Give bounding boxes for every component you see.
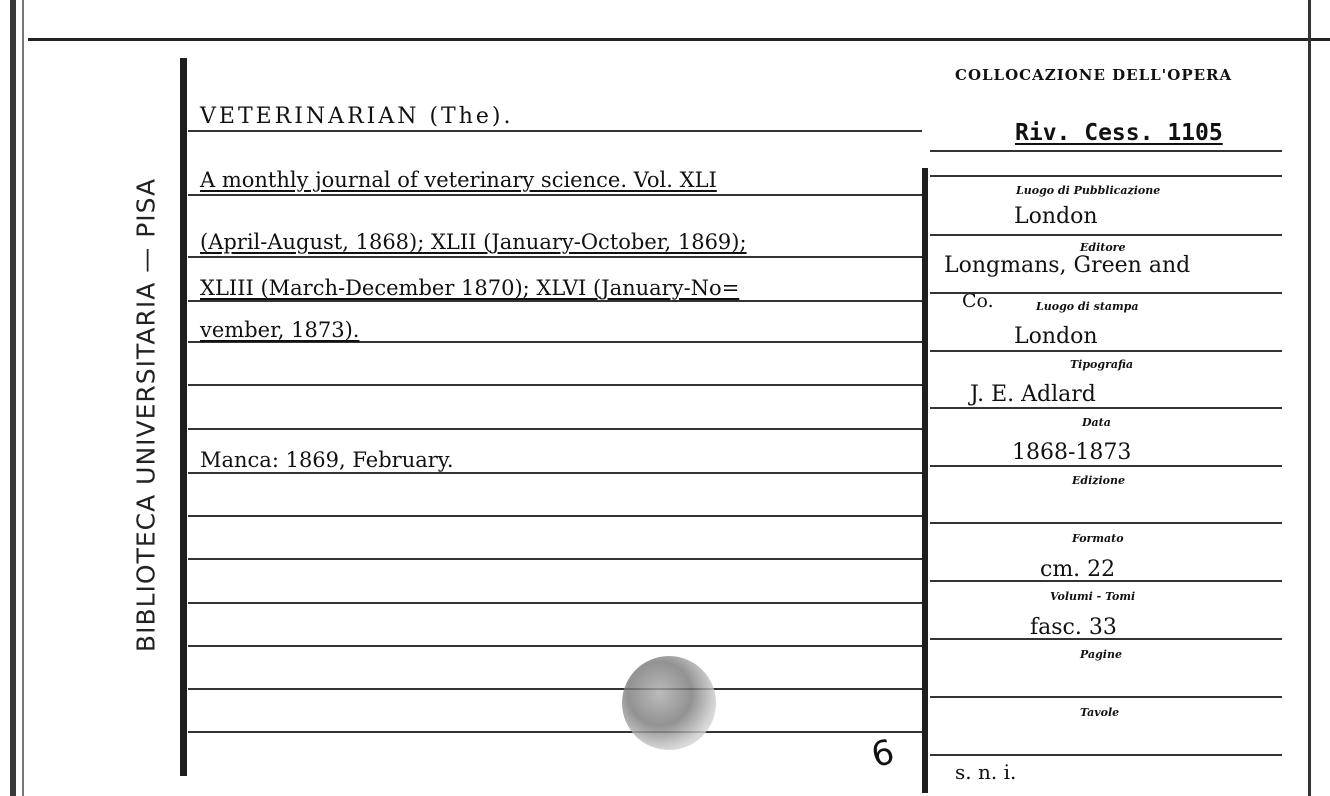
right-column-bar [922, 168, 928, 793]
tipografia-label: Tipografia [1070, 358, 1134, 371]
rule-line [188, 384, 922, 386]
rule-line [930, 465, 1282, 467]
entry-line-1: A monthly journal of veterinary science. Vol. XLI [200, 168, 717, 192]
rule-line [930, 754, 1282, 756]
rule-line [188, 130, 922, 132]
rule-line [930, 407, 1282, 409]
rule-line [930, 350, 1282, 352]
entry-heading: VETERINARIAN (The). [200, 104, 514, 129]
rule-line [188, 300, 922, 302]
collocazione-value: Riv. Cess. 1105 [1015, 120, 1223, 146]
left-margin-bar [180, 58, 187, 776]
card-right-rule [1308, 0, 1311, 796]
volumi-tomi-label: Volumi - Tomi [1050, 590, 1136, 603]
tipografia-value: J. E. Adlard [970, 382, 1096, 407]
footer-value: s. n. i. [955, 760, 1017, 784]
pagine-label: Pagine [1080, 648, 1122, 661]
rule-line [188, 515, 922, 517]
luogo-pubblicazione-label: Luogo di Pubblicazione [1016, 184, 1161, 197]
rule-line [188, 602, 922, 604]
formato-value: cm. 22 [1040, 557, 1116, 582]
rule-line [188, 472, 922, 474]
card-top-rule [28, 38, 1330, 41]
rule-line [188, 731, 922, 733]
editore-value-line-1: Longmans, Green and [944, 253, 1191, 278]
data-value: 1868-1873 [1012, 440, 1132, 465]
entry-note: Manca: 1869, February. [200, 448, 454, 472]
data-label: Data [1082, 416, 1111, 429]
rule-line [930, 175, 1282, 177]
rule-line [188, 256, 922, 258]
formato-label: Formato [1072, 532, 1124, 545]
rule-line [930, 150, 1282, 152]
tavole-label: Tavole [1080, 706, 1120, 719]
library-name: BIBLIOTECA UNIVERSITARIA — PISA [131, 177, 161, 653]
card-left-edge-inner [22, 0, 24, 796]
ink-stamp [622, 656, 716, 750]
handwritten-mark: 6 [867, 731, 899, 777]
volumi-tomi-value: fasc. 33 [1030, 615, 1117, 640]
spine-label-area [106, 70, 186, 760]
card-left-edge [10, 0, 16, 796]
rule-line [930, 696, 1282, 698]
rule-line [930, 522, 1282, 524]
rule-line [188, 688, 922, 690]
entry-line-3: XLIII (March-December 1870); XLVI (January-No= [200, 276, 740, 300]
collocazione-title: COLLOCAZIONE DELL'OPERA [955, 66, 1233, 84]
rule-line [188, 645, 922, 647]
luogo-stampa-value: London [1014, 324, 1098, 349]
luogo-pubblicazione-value: London [1014, 204, 1098, 229]
edizione-label: Edizione [1072, 474, 1126, 487]
rule-line [188, 428, 922, 430]
entry-line-2: (April-August, 1868); XLII (January-October, 1869); [200, 230, 747, 254]
rule-line [930, 234, 1282, 236]
entry-line-4: vember, 1873). [200, 318, 360, 342]
editore-value-line-2: Co. [962, 290, 994, 312]
editore-label: Editore [1080, 241, 1126, 254]
rule-line [188, 194, 922, 196]
rule-line [188, 558, 922, 560]
luogo-stampa-label: Luogo di stampa [1036, 300, 1139, 313]
